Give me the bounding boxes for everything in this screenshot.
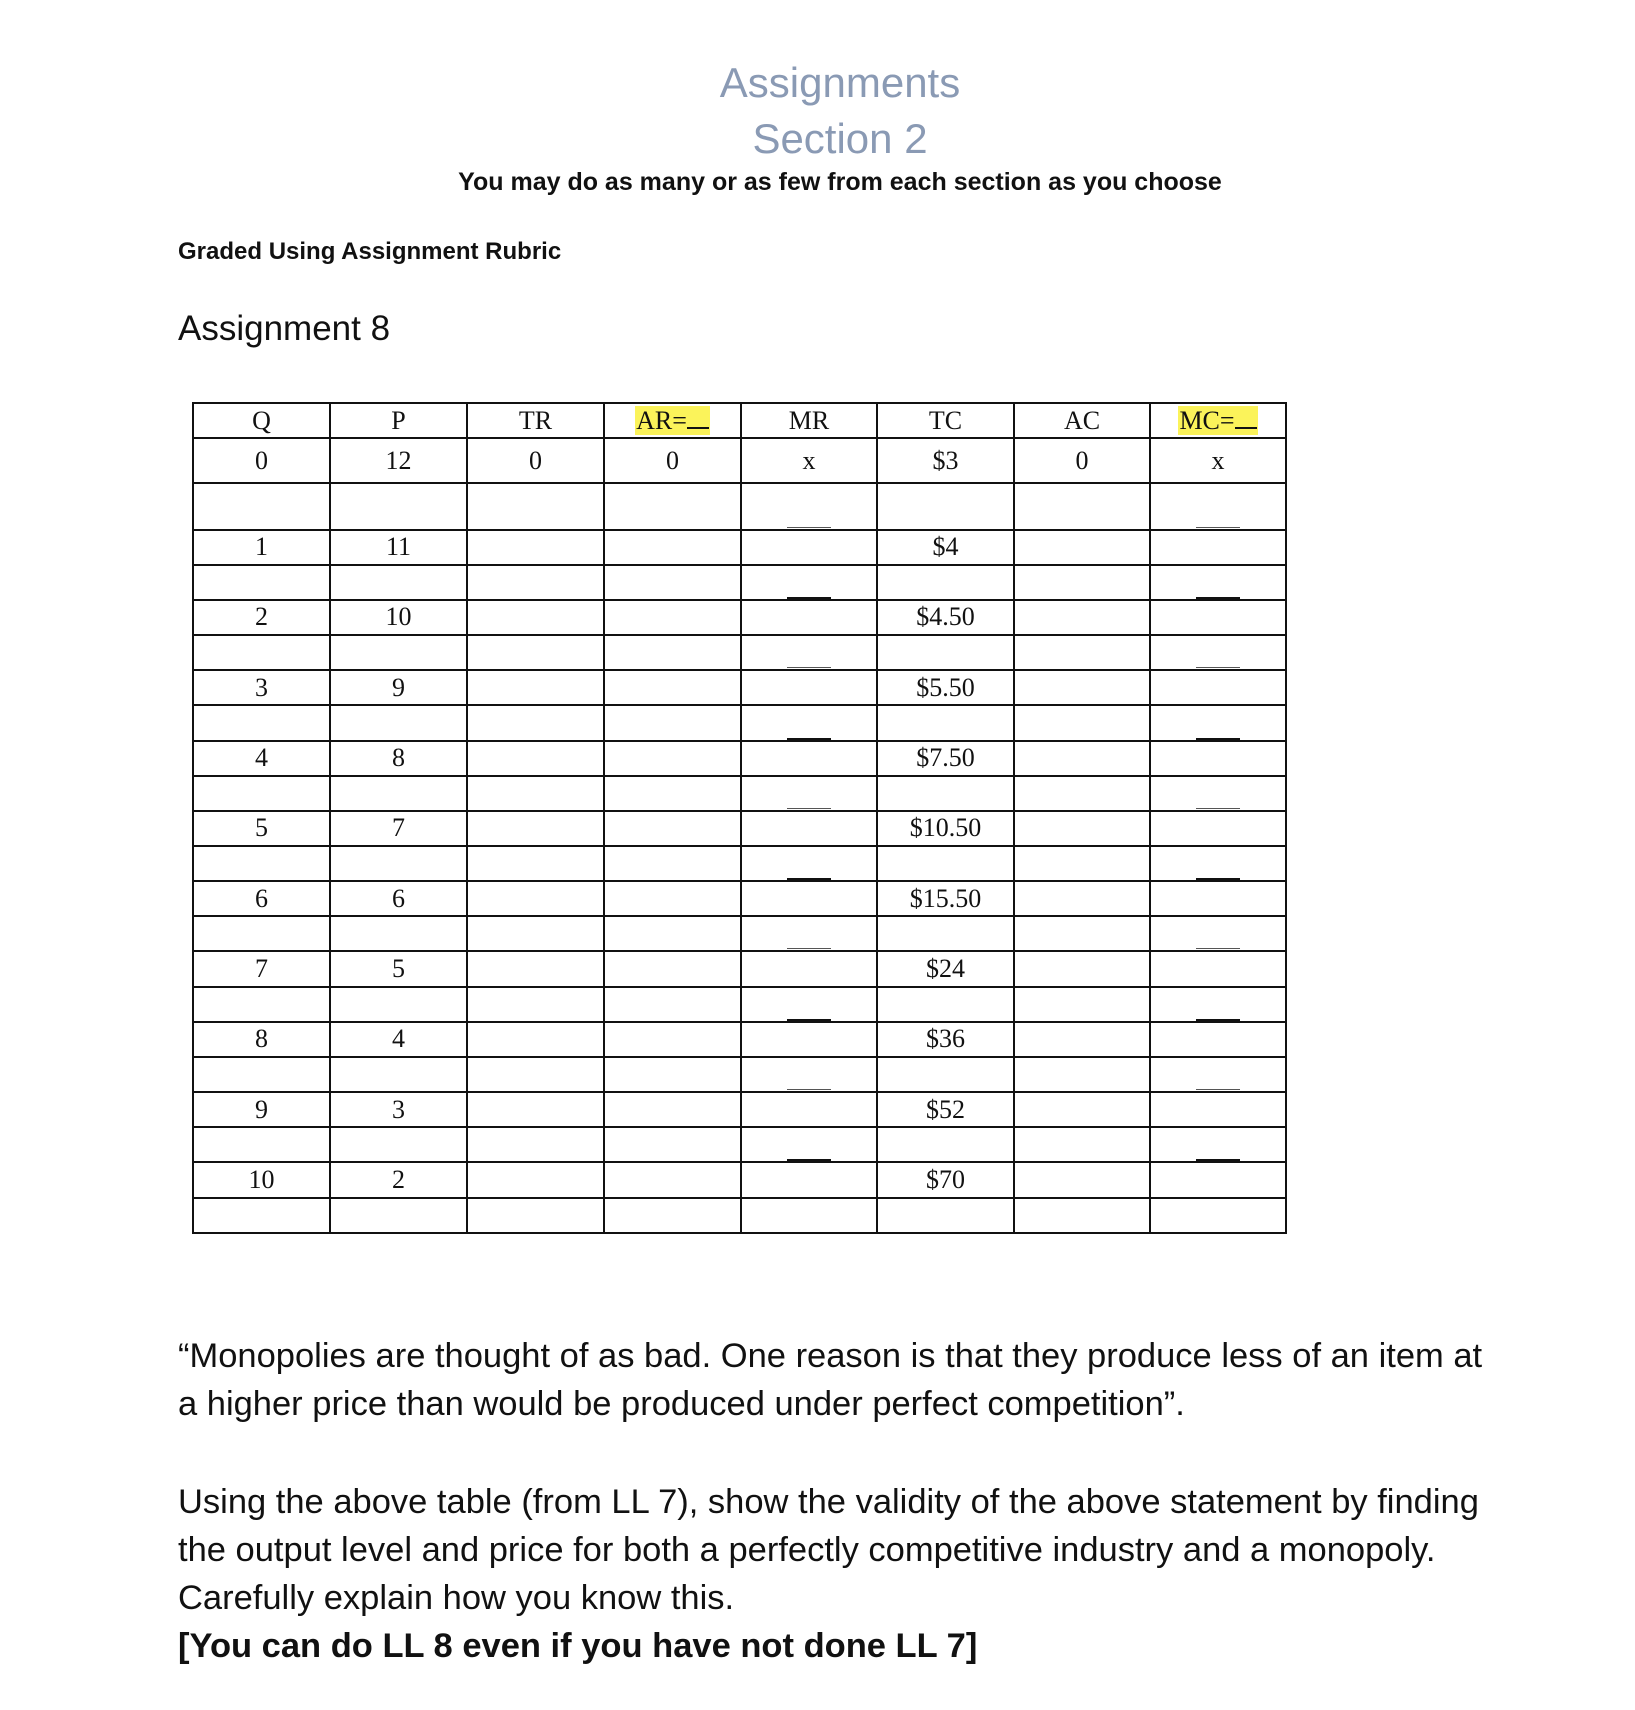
cell-q bbox=[193, 987, 330, 1022]
cell-tc: $36 bbox=[877, 1022, 1014, 1057]
mc-answer-blank bbox=[1196, 667, 1240, 668]
cell-q: 3 bbox=[193, 670, 330, 705]
cell-ac bbox=[1014, 987, 1150, 1022]
mr-answer-blank bbox=[787, 597, 831, 599]
cell-q: 2 bbox=[193, 600, 330, 635]
mc-answer-blank bbox=[1196, 1019, 1240, 1021]
cell-ac: 0 bbox=[1014, 438, 1150, 483]
cell-tc: $10.50 bbox=[877, 811, 1014, 846]
mr-answer-blank bbox=[787, 878, 831, 880]
cell-p: 7 bbox=[330, 811, 467, 846]
cell-ac bbox=[1014, 670, 1150, 705]
cell-mr bbox=[741, 1057, 877, 1092]
cell-tc: $4 bbox=[877, 530, 1014, 565]
cell-tc bbox=[877, 705, 1014, 740]
cell-ac bbox=[1014, 951, 1150, 986]
table-row bbox=[193, 530, 1286, 565]
cell-q bbox=[193, 846, 330, 881]
cell-mr bbox=[741, 741, 877, 776]
cell-ac bbox=[1014, 776, 1150, 811]
cell-mr bbox=[741, 530, 877, 565]
cell-mr bbox=[741, 600, 877, 635]
cell-mr bbox=[741, 916, 877, 951]
cell-ac bbox=[1014, 741, 1150, 776]
header-ac: AC bbox=[1014, 403, 1150, 438]
cell-tr bbox=[467, 987, 604, 1022]
header-mr: MR bbox=[741, 403, 877, 438]
cell-tr bbox=[467, 670, 604, 705]
cell-p bbox=[330, 1198, 467, 1233]
cell-ar bbox=[604, 1198, 741, 1233]
cell-ar bbox=[604, 811, 741, 846]
cell-mc bbox=[1150, 1022, 1286, 1057]
quote-paragraph: “Monopolies are thought of as bad. One reason is that they produce less of an item at a higher price than would be produced under perfect competition”. bbox=[178, 1337, 1483, 1423]
cell-mc bbox=[1150, 600, 1286, 635]
cell-ar bbox=[604, 987, 741, 1022]
page-subtitle-section: Section 2 bbox=[752, 115, 928, 162]
cell-tc bbox=[877, 1057, 1014, 1092]
cell-mr bbox=[741, 951, 877, 986]
cell-mr bbox=[741, 635, 877, 670]
mc-answer-blank bbox=[1196, 738, 1240, 740]
table-row bbox=[193, 811, 1286, 846]
cell-p bbox=[330, 1127, 467, 1162]
table-spacer-row bbox=[193, 705, 1286, 740]
cell-tc: $4.50 bbox=[877, 600, 1014, 635]
cell-ac bbox=[1014, 483, 1150, 529]
table-spacer-row bbox=[193, 565, 1286, 600]
cell-p: 12 bbox=[330, 438, 467, 483]
cell-q: 1 bbox=[193, 530, 330, 565]
cell-ac bbox=[1014, 1092, 1150, 1127]
cell-tr bbox=[467, 951, 604, 986]
table-spacer-row bbox=[193, 1198, 1286, 1233]
cell-tr bbox=[467, 1092, 604, 1127]
cell-mr bbox=[741, 1198, 877, 1233]
cell-tr bbox=[467, 881, 604, 916]
cell-ac bbox=[1014, 530, 1150, 565]
cell-ar bbox=[604, 483, 741, 529]
cell-mc bbox=[1150, 670, 1286, 705]
cell-mr bbox=[741, 987, 877, 1022]
header-tr: TR bbox=[467, 403, 604, 438]
cell-mc bbox=[1150, 741, 1286, 776]
cell-ar: 0 bbox=[604, 438, 741, 483]
cell-mc bbox=[1150, 705, 1286, 740]
mc-blank bbox=[1235, 409, 1257, 429]
cell-ac bbox=[1014, 1057, 1150, 1092]
cell-mc bbox=[1150, 1198, 1286, 1233]
cell-tr bbox=[467, 916, 604, 951]
cell-tc: $3 bbox=[877, 438, 1014, 483]
cell-mr: x bbox=[741, 438, 877, 483]
header-p: P bbox=[330, 403, 467, 438]
cell-q: 10 bbox=[193, 1162, 330, 1197]
cell-mc bbox=[1150, 951, 1286, 986]
cell-p bbox=[330, 776, 467, 811]
mr-answer-blank bbox=[787, 667, 831, 668]
cell-q bbox=[193, 916, 330, 951]
mr-answer-blank bbox=[787, 1159, 831, 1161]
mr-answer-blank bbox=[787, 738, 831, 740]
cell-p: 2 bbox=[330, 1162, 467, 1197]
cell-ar bbox=[604, 1022, 741, 1057]
cell-q: 0 bbox=[193, 438, 330, 483]
cell-mc bbox=[1150, 846, 1286, 881]
table-spacer-row bbox=[193, 635, 1286, 670]
mr-answer-blank bbox=[787, 808, 831, 809]
cell-mc bbox=[1150, 530, 1286, 565]
table-row bbox=[193, 1092, 1286, 1127]
cell-mc bbox=[1150, 1057, 1286, 1092]
header-mc: MC= bbox=[1150, 403, 1286, 438]
table-spacer-row bbox=[193, 1127, 1286, 1162]
cell-tc: $5.50 bbox=[877, 670, 1014, 705]
cell-ar bbox=[604, 1092, 741, 1127]
cell-tc bbox=[877, 1198, 1014, 1233]
cell-ar bbox=[604, 600, 741, 635]
cell-ar bbox=[604, 916, 741, 951]
cell-mc: x bbox=[1150, 438, 1286, 483]
table-spacer-row bbox=[193, 776, 1286, 811]
cell-tc bbox=[877, 483, 1014, 529]
cell-ac bbox=[1014, 846, 1150, 881]
cell-tc bbox=[877, 776, 1014, 811]
cell-p bbox=[330, 483, 467, 529]
cell-mc bbox=[1150, 881, 1286, 916]
cell-mr bbox=[741, 811, 877, 846]
cell-mc bbox=[1150, 987, 1286, 1022]
cell-q: 8 bbox=[193, 1022, 330, 1057]
cell-mc bbox=[1150, 1127, 1286, 1162]
cell-tr bbox=[467, 635, 604, 670]
table-row bbox=[193, 600, 1286, 635]
table-row bbox=[193, 881, 1286, 916]
table-row bbox=[193, 951, 1286, 986]
cell-q bbox=[193, 705, 330, 740]
cell-mc bbox=[1150, 1162, 1286, 1197]
cell-tr bbox=[467, 741, 604, 776]
cell-q: 6 bbox=[193, 881, 330, 916]
cell-mr bbox=[741, 705, 877, 740]
cell-tr bbox=[467, 1198, 604, 1233]
cell-tr bbox=[467, 811, 604, 846]
cell-p bbox=[330, 565, 467, 600]
cell-mr bbox=[741, 1162, 877, 1197]
table-spacer-row bbox=[193, 846, 1286, 881]
cell-ar bbox=[604, 846, 741, 881]
cell-mr bbox=[741, 565, 877, 600]
cell-p bbox=[330, 987, 467, 1022]
cell-mc bbox=[1150, 916, 1286, 951]
cell-ac bbox=[1014, 565, 1150, 600]
cell-ar bbox=[604, 670, 741, 705]
cell-tr bbox=[467, 565, 604, 600]
cell-tr bbox=[467, 1057, 604, 1092]
cell-ar bbox=[604, 881, 741, 916]
cell-tc: $15.50 bbox=[877, 881, 1014, 916]
cell-q: 7 bbox=[193, 951, 330, 986]
cell-tc bbox=[877, 635, 1014, 670]
assignment-title: Assignment 8 bbox=[178, 309, 391, 348]
cell-tc bbox=[877, 1127, 1014, 1162]
cell-mc bbox=[1150, 483, 1286, 529]
note-text: [You can do LL 8 even if you have not done LL 7] bbox=[178, 1627, 978, 1665]
cell-ar bbox=[604, 776, 741, 811]
cell-p: 8 bbox=[330, 741, 467, 776]
table-spacer-row bbox=[193, 483, 1286, 529]
cell-mr bbox=[741, 846, 877, 881]
cell-ar bbox=[604, 741, 741, 776]
table-row bbox=[193, 670, 1286, 705]
cell-tr bbox=[467, 1022, 604, 1057]
instructions-paragraph: Using the above table (from LL 7), show the validity of the above statement by finding the output level and price for both a perfectly competitive industry and a monopoly. Carefully explain how you know this. bbox=[178, 1483, 1479, 1617]
ar-blank bbox=[687, 409, 709, 429]
cell-ac bbox=[1014, 705, 1150, 740]
cell-p: 5 bbox=[330, 951, 467, 986]
cell-mr bbox=[741, 776, 877, 811]
cell-mc bbox=[1150, 811, 1286, 846]
cell-mc bbox=[1150, 776, 1286, 811]
instructions-header: You may do as many or as few from each section as you choose bbox=[458, 168, 1222, 196]
mc-answer-blank bbox=[1196, 948, 1240, 949]
cell-tr bbox=[467, 1162, 604, 1197]
cost-revenue-table bbox=[192, 402, 1287, 1234]
mc-answer-blank bbox=[1196, 878, 1240, 880]
cell-tr bbox=[467, 483, 604, 529]
cell-ar bbox=[604, 565, 741, 600]
cell-tc bbox=[877, 846, 1014, 881]
cell-p: 11 bbox=[330, 530, 467, 565]
cell-mc bbox=[1150, 635, 1286, 670]
cell-p: 10 bbox=[330, 600, 467, 635]
header-q: Q bbox=[193, 403, 330, 438]
table-row bbox=[193, 741, 1286, 776]
cell-ac bbox=[1014, 916, 1150, 951]
cell-tc bbox=[877, 987, 1014, 1022]
cell-mc bbox=[1150, 565, 1286, 600]
cell-mc bbox=[1150, 1092, 1286, 1127]
table-row bbox=[193, 1162, 1286, 1197]
cell-p bbox=[330, 705, 467, 740]
cell-mr bbox=[741, 1022, 877, 1057]
cell-ac bbox=[1014, 811, 1150, 846]
cell-tr bbox=[467, 776, 604, 811]
cell-tc: $7.50 bbox=[877, 741, 1014, 776]
cell-p: 9 bbox=[330, 670, 467, 705]
mr-answer-blank bbox=[787, 1019, 831, 1021]
table-spacer-row bbox=[193, 987, 1286, 1022]
cell-p: 6 bbox=[330, 881, 467, 916]
cell-ar bbox=[604, 530, 741, 565]
cell-tc bbox=[877, 565, 1014, 600]
cell-q bbox=[193, 776, 330, 811]
cell-q: 9 bbox=[193, 1092, 330, 1127]
cell-q bbox=[193, 1198, 330, 1233]
cell-ar bbox=[604, 635, 741, 670]
mr-answer-blank bbox=[787, 1089, 831, 1090]
table-row bbox=[193, 438, 1286, 483]
cell-tr bbox=[467, 1127, 604, 1162]
cell-mr bbox=[741, 670, 877, 705]
cell-tc: $24 bbox=[877, 951, 1014, 986]
cell-mr bbox=[741, 1092, 877, 1127]
cell-q bbox=[193, 565, 330, 600]
table-header-row bbox=[193, 403, 1286, 438]
cell-q: 4 bbox=[193, 741, 330, 776]
cell-p bbox=[330, 846, 467, 881]
cell-q: 5 bbox=[193, 811, 330, 846]
header-tc: TC bbox=[877, 403, 1014, 438]
cell-ac bbox=[1014, 600, 1150, 635]
cell-tr bbox=[467, 530, 604, 565]
cell-ac bbox=[1014, 1198, 1150, 1233]
mc-answer-blank bbox=[1196, 527, 1240, 528]
cell-q bbox=[193, 1127, 330, 1162]
cell-q bbox=[193, 635, 330, 670]
cell-tr bbox=[467, 705, 604, 740]
cell-p: 4 bbox=[330, 1022, 467, 1057]
cell-ac bbox=[1014, 881, 1150, 916]
cell-mr bbox=[741, 1127, 877, 1162]
cell-ar bbox=[604, 951, 741, 986]
cell-ac bbox=[1014, 635, 1150, 670]
cell-mr bbox=[741, 881, 877, 916]
cell-ac bbox=[1014, 1162, 1150, 1197]
table-row bbox=[193, 1022, 1286, 1057]
cell-ac bbox=[1014, 1022, 1150, 1057]
mr-answer-blank bbox=[787, 527, 831, 528]
graded-label: Graded Using Assignment Rubric bbox=[178, 238, 562, 265]
cell-p: 3 bbox=[330, 1092, 467, 1127]
mc-answer-blank bbox=[1196, 808, 1240, 809]
cell-q bbox=[193, 1057, 330, 1092]
cell-tc bbox=[877, 916, 1014, 951]
header-ar: AR= bbox=[604, 403, 741, 438]
cell-ar bbox=[604, 1162, 741, 1197]
cell-ac bbox=[1014, 1127, 1150, 1162]
cell-tr bbox=[467, 846, 604, 881]
table-spacer-row bbox=[193, 1057, 1286, 1092]
cell-p bbox=[330, 916, 467, 951]
mc-answer-blank bbox=[1196, 1089, 1240, 1090]
cell-ar bbox=[604, 1057, 741, 1092]
page-title: Assignments bbox=[719, 59, 961, 106]
cell-tc: $70 bbox=[877, 1162, 1014, 1197]
cell-p bbox=[330, 635, 467, 670]
cell-tr: 0 bbox=[467, 438, 604, 483]
cell-q bbox=[193, 483, 330, 529]
cell-ar bbox=[604, 1127, 741, 1162]
cell-tr bbox=[467, 600, 604, 635]
mc-answer-blank bbox=[1196, 597, 1240, 599]
mc-answer-blank bbox=[1196, 1159, 1240, 1161]
cell-p bbox=[330, 1057, 467, 1092]
cell-ar bbox=[604, 705, 741, 740]
cell-tc: $52 bbox=[877, 1092, 1014, 1127]
table-spacer-row bbox=[193, 916, 1286, 951]
cell-mr bbox=[741, 483, 877, 529]
mr-answer-blank bbox=[787, 948, 831, 949]
